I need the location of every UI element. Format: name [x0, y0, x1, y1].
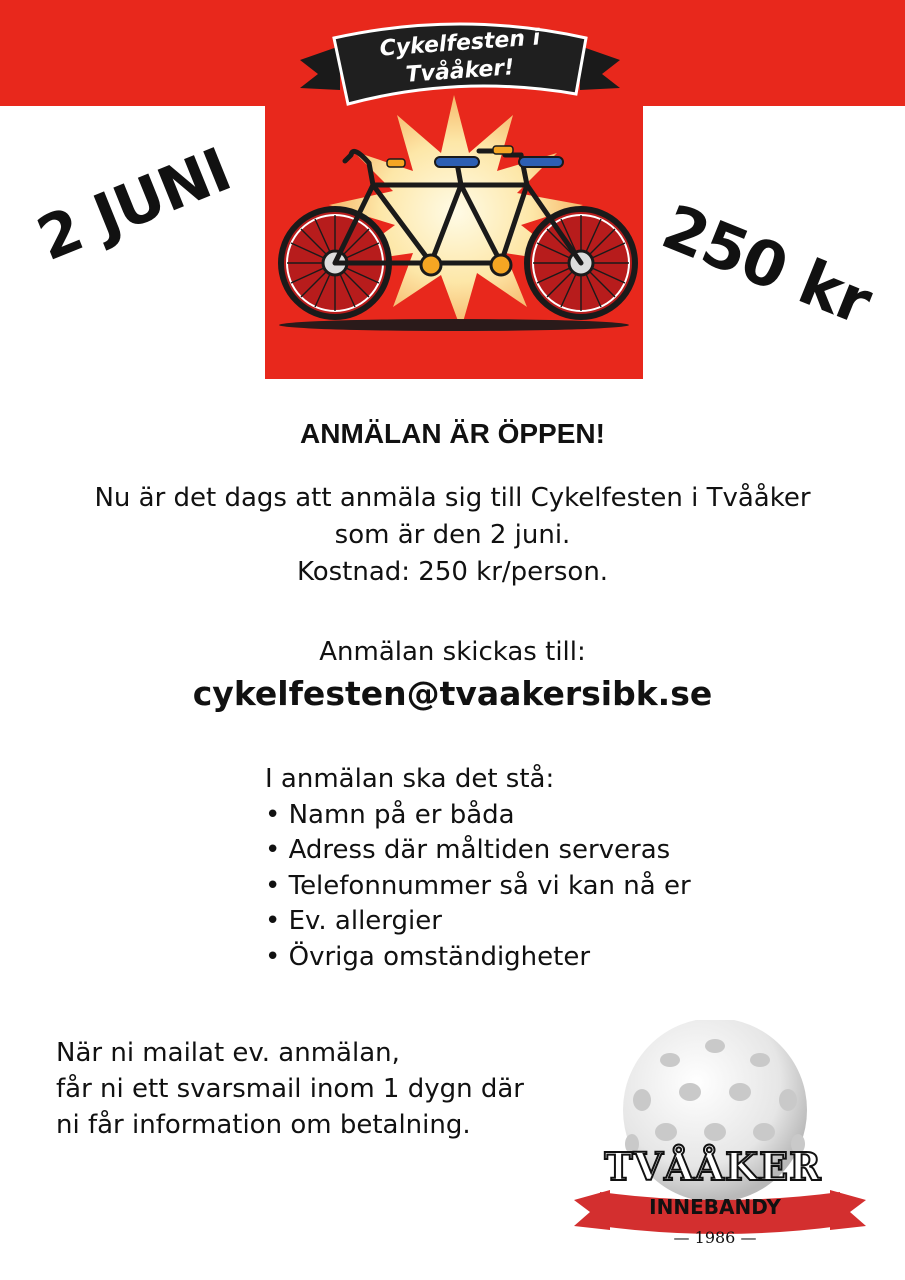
club-logo	[570, 1020, 870, 1260]
requirements-intro: I anmälan ska det stå:	[265, 764, 555, 794]
announcement-heading: ANMÄLAN ÄR ÖPPEN!	[300, 418, 605, 449]
footer-line: ni får information om betalning.	[56, 1110, 471, 1140]
intro-line: Nu är det dags att anmäla sig till Cykelfesten i Tvååker	[94, 483, 811, 513]
price-badge: 250 kr	[652, 190, 882, 339]
footer-line: får ni ett svarsmail inom 1 dygn där	[56, 1074, 524, 1104]
list-item: • Övriga omständigheter	[265, 941, 591, 972]
logo-subtitle: INNEBANDY	[649, 1195, 781, 1219]
seat-front	[519, 157, 563, 167]
contact-email[interactable]: cykelfesten@tvaakersibk.se	[192, 674, 713, 713]
footer-line: När ni mailat ev. anmälan,	[56, 1038, 400, 1068]
seat-rear	[435, 157, 479, 167]
logo-club-name: TVÅÅKER	[604, 1144, 822, 1189]
pedal-crank-front	[491, 255, 511, 275]
intro-text	[30, 480, 875, 591]
list-item: • Adress där måltiden serveras	[265, 835, 671, 865]
handlebar-grip-front	[493, 146, 513, 154]
requirements-list	[265, 762, 691, 975]
handlebar-grip-rear	[387, 159, 405, 167]
payment-note	[56, 1035, 524, 1143]
logo-founded-year: — 1986 —	[673, 1228, 757, 1247]
intro-line: som är den 2 juni.	[334, 520, 571, 550]
tandem-bicycle-icon	[265, 93, 643, 379]
intro-line: Kostnad: 250 kr/person.	[296, 557, 609, 587]
list-item: • Telefonnummer så vi kan nå er	[265, 870, 691, 901]
list-item: • Ev. allergier	[265, 906, 442, 936]
banner-title-line1: Cykelfesten i	[378, 25, 541, 62]
hero-illustration	[265, 93, 643, 379]
date-badge: 2 JUNI	[28, 134, 240, 275]
ground-shadow	[279, 319, 629, 331]
send-to-label: Anmälan skickas till:	[319, 637, 586, 667]
banner-title-line2: Tvååker!	[404, 55, 516, 88]
pedal-crank-rear	[421, 255, 441, 275]
list-item: • Namn på er båda	[265, 799, 515, 830]
